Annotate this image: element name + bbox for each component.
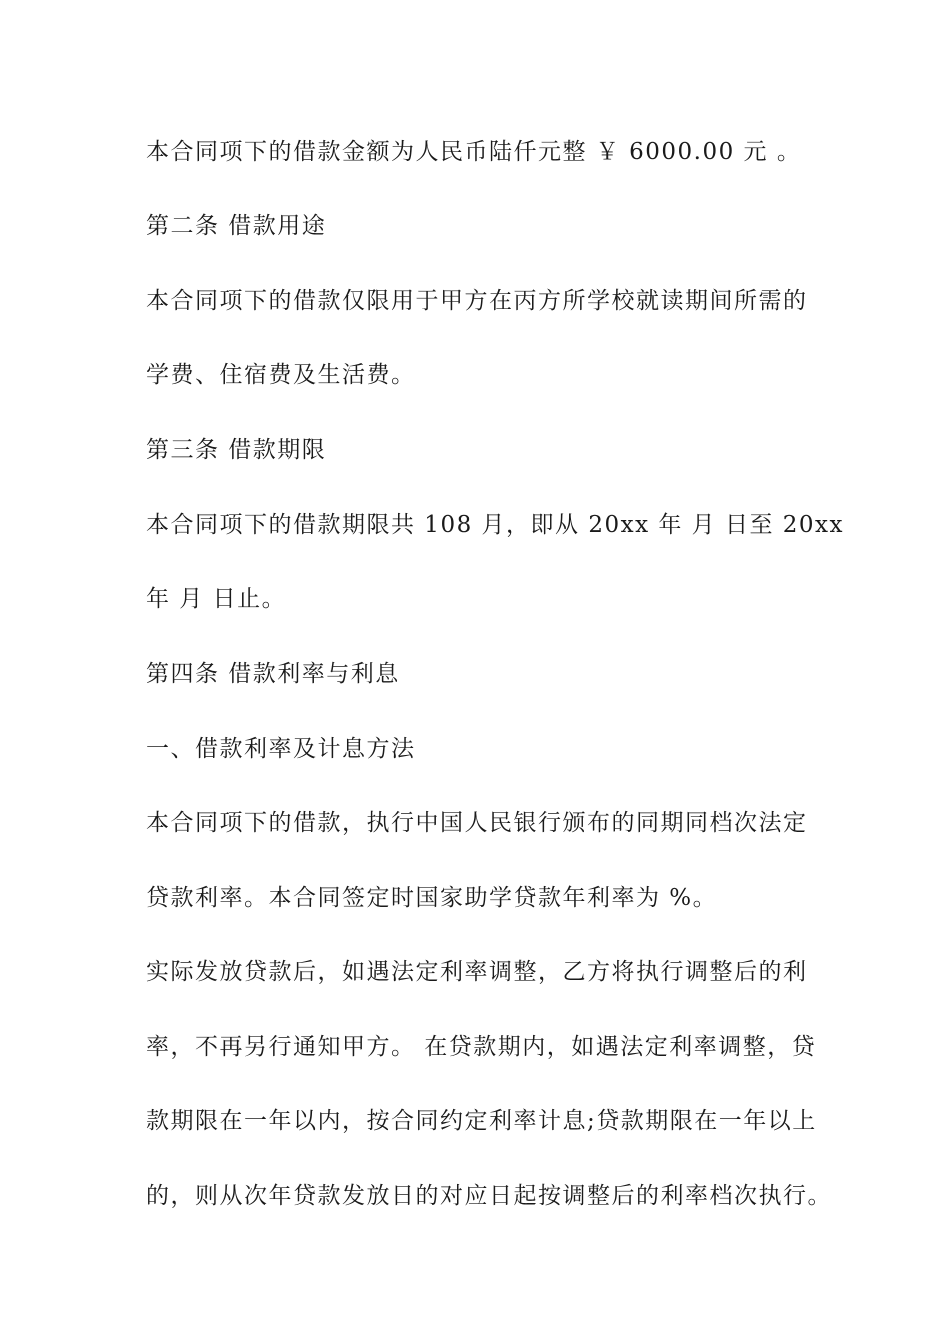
paragraph-interest-rate-line-2: 贷款利率。本合同签定时国家助学贷款年利率为 %。 (146, 885, 718, 911)
heading-article-3: 第三条 借款期限 (146, 437, 327, 463)
subheading-interest-method: 一、借款利率及计息方法 (146, 736, 416, 762)
heading-article-4: 第四条 借款利率与利息 (146, 661, 400, 687)
paragraph-loan-term-line-1: 本合同项下的借款期限共 108 月，即从 20xx 年 月 日至 20xx (146, 512, 844, 538)
heading-article-2: 第二条 借款用途 (146, 213, 327, 239)
paragraph-rate-adjust-line-3: 款期限在一年以内，按合同约定利率计息;贷款期限在一年以上 (146, 1108, 817, 1134)
paragraph-rate-adjust-line-4: 的，则从次年贷款发放日的对应日起按调整后的利率档次执行。 (146, 1183, 832, 1209)
paragraph-loan-purpose-line-2: 学费、住宿费及生活费。 (146, 362, 416, 388)
paragraph-interest-rate-line-1: 本合同项下的借款，执行中国人民银行颁布的同期同档次法定 (146, 810, 808, 836)
paragraph-loan-term-line-2: 年 月 日止。 (146, 586, 287, 612)
paragraph-rate-adjust-line-2: 率，不再另行通知甲方。 在贷款期内，如遇法定利率调整，贷 (146, 1034, 817, 1060)
paragraph-loan-purpose-line-1: 本合同项下的借款仅限用于甲方在丙方所学校就读期间所需的 (146, 288, 808, 314)
paragraph-loan-amount: 本合同项下的借款金额为人民币陆仟元整 ￥ 6000.00 元 。 (146, 139, 802, 165)
paragraph-rate-adjust-line-1: 实际发放贷款后，如遇法定利率调整，乙方将执行调整后的利 (146, 959, 808, 985)
